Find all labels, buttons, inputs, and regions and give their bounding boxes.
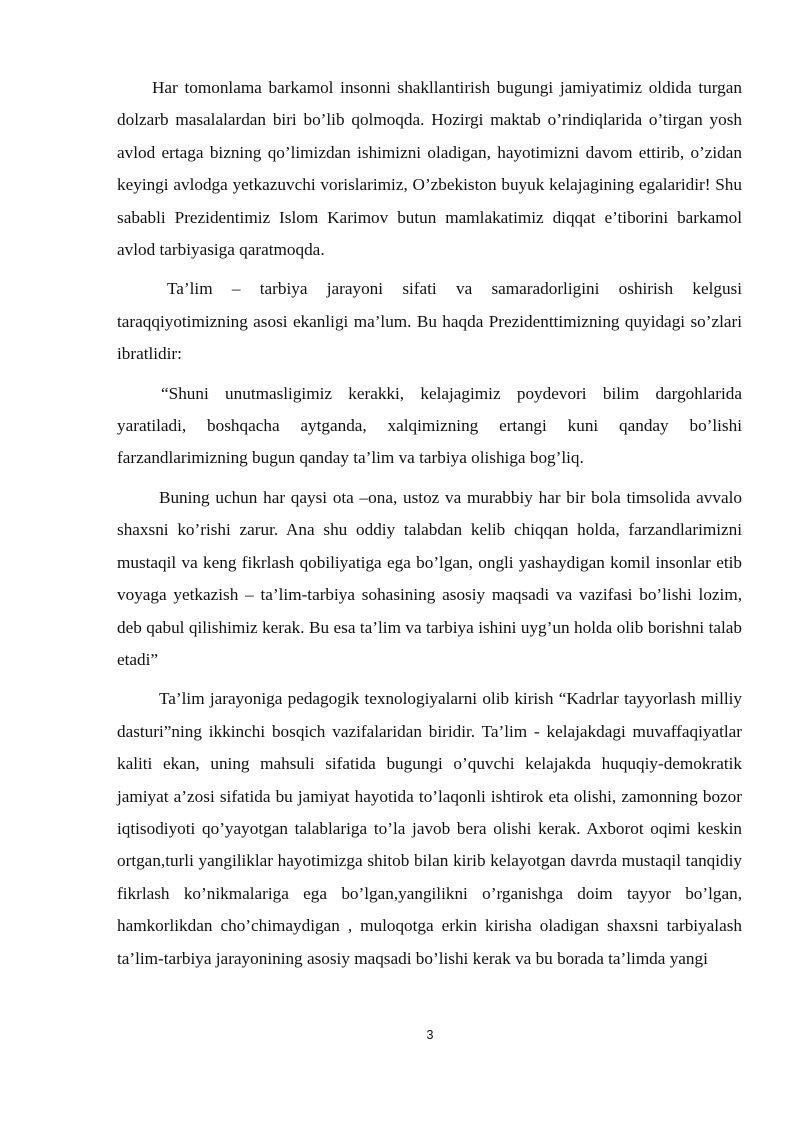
page-number: 3 [426,1028,434,1042]
paragraph-3-quote: “Shuni unutmasligimiz kerakki, kelajagimiz poydevori bilim dargohlarida yaratiladi, boshqacha aytganda, xalqimizning ertangi kuni qanday bo’lishi farzandlarimizning bugun qanday ta’lim va tarbiya olishiga bog’liq. [117,383,742,468]
paragraph-2: Ta’lim – tarbiya jarayoni sifati va samaradorligini oshirish kelgusi taraqqiyotimizning asosi ekanligi ma’lum. Bu haqda Prezidenttimizning quyidagi so’zlari ibratlidir: [117,279,742,364]
paragraph-1: Har tomonlama barkamol insonni shakllantirish bugungi jamiyatimiz oldida turgan dolzarb masalalardan biri bo’lib qolmoqda. Hozirgi maktab o’rindiqlarida o’tirgan yosh avlod ertaga bizning qo’limizdan ishimizni oladigan, hayotimizni davom ettirib, o’zidan keyingi avlodga yetkazuvchi vorislarimiz, O’zbekiston buyuk kelajagining egalaridir! Shu sababli Prezidentimiz Islom Karimov butun mamlakatimiz diqqat e’tiborini barkamol avlod tarbiyasiga qaratmoqda. [117,78,742,260]
document-body [117,72,742,982]
paragraph-4-quote-continued: Buning uchun har qaysi ota –ona, ustoz va murabbiy har bir bola timsolida avvalo shaxsni ko’rishi zarur. Ana shu oddiy talabdan kelib chiqqan holda, farzandlarimizni mustaqil va keng fikrlash qobiliyatiga ega bo’lgan, ongli yashaydigan komil insonlar etib voyaga yetkazish – ta’lim-tarbiya sohasining asosiy maqsadi va vazifasi bo’lishi lozim, deb qabul qilishimiz kerak. Bu esa ta’lim va tarbiya ishini uyg’un holda olib borishni talab etadi” [117,487,742,669]
paragraph-5: Ta’lim jarayoniga pedagogik texnologiyalarni olib kirish “Kadrlar tayyorlash milliy dasturi”ning ikkinchi bosqich vazifalaridan biridir. Ta’lim - kelajakdagi muvaffaqiyatlar kaliti ekan, uning mahsuli sifatida bugungi o’quvchi kelajakda huquqiy-demokratik jamiyat a’zosi sifatida bu jamiyat hayotida to’laqonli ishtirok eta olishi, zamonning bozor iqtisodiyoti qo’yayotgan talablariga to’la javob bera olishi kerak. Axborot oqimi keskin ortgan,turli yangiliklar hayotimizga shitob bilan kirib kelayotgan davrda mustaqil tanqidiy fikrlash ko’nikmalariga ega bo’lgan,yangilikni o’rganishga doim tayyor bo’lgan, hamkorlikdan cho’chimaydigan , muloqotga erkin kirisha oladigan shaxsni tarbiyalash ta’lim-tarbiya jarayonining asosiy maqsadi bo’lishi kerak va bu borada ta’limda yangi [117,689,742,968]
